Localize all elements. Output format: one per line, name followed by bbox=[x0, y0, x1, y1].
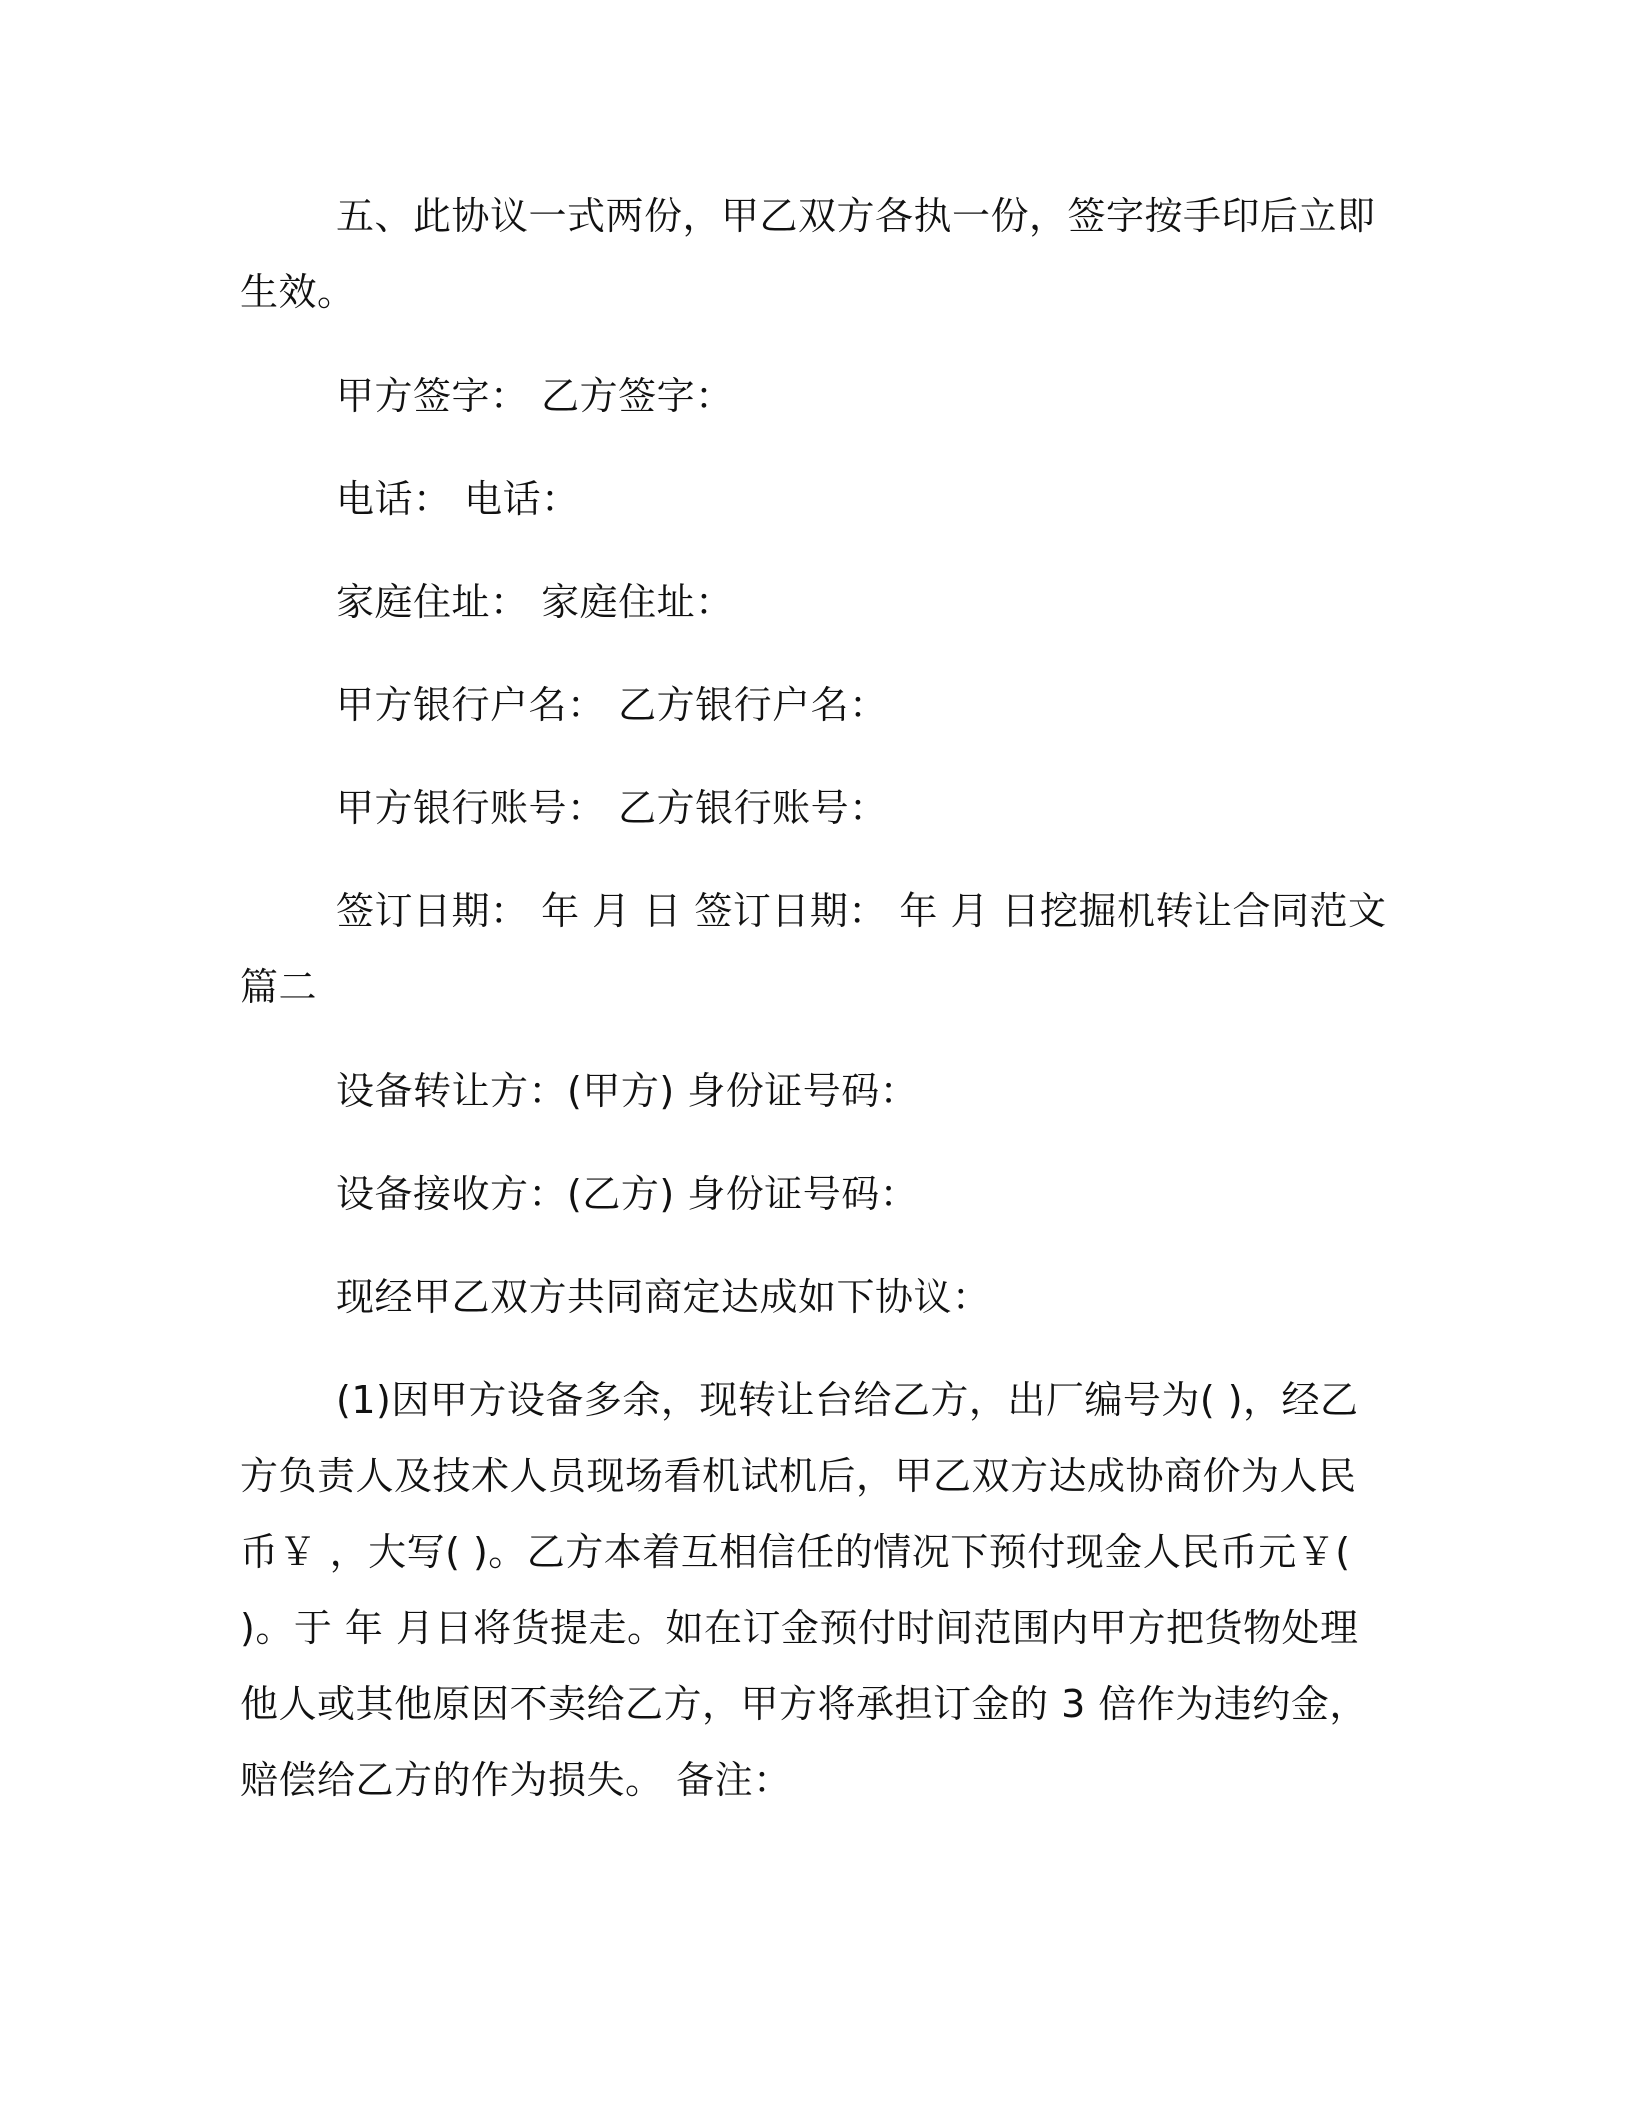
transferee-line: 设备接收方：(乙方) 身份证号码： bbox=[336, 1172, 919, 1216]
address-line: 家庭住址： 家庭住址： bbox=[336, 580, 734, 624]
agreement-intro: 现经甲乙双方共同商定达成如下协议： bbox=[336, 1275, 991, 1319]
bank-name-line: 甲方银行户名： 乙方银行户名： bbox=[336, 683, 888, 727]
signature-line: 甲方签字： 乙方签字： bbox=[336, 374, 734, 418]
clause-one: (1)因甲方设备多余，现转让台给乙方，出厂编号为( )，经乙方负责人及技术人员现场看机试机后，甲乙双方达成协商价为人民币￥ ，大写( )。乙方本着互相信任的情况下预付现金人民币元￥( )。于 年 月日将货提走。如在订金预付时间范围内甲方把货物处理他人或其他原因不卖给乙方，甲方将承担订金的 3 倍作为违约金，赔偿给乙方的作为损失。 备注： bbox=[240, 1378, 1368, 1802]
bank-account-line: 甲方银行账号： 乙方银行账号： bbox=[336, 786, 888, 830]
transferor-line: 设备转让方：(甲方) 身份证号码： bbox=[336, 1069, 919, 1113]
signing-date-line: 签订日期： 年 月 日 签订日期： 年 月 日挖掘机转让合同范文篇二 bbox=[240, 889, 1387, 1009]
clause-five: 五、此协议一式两份，甲乙双方各执一份，签字按手印后立即生效。 bbox=[240, 194, 1376, 314]
phone-line: 电话： 电话： bbox=[336, 477, 580, 521]
